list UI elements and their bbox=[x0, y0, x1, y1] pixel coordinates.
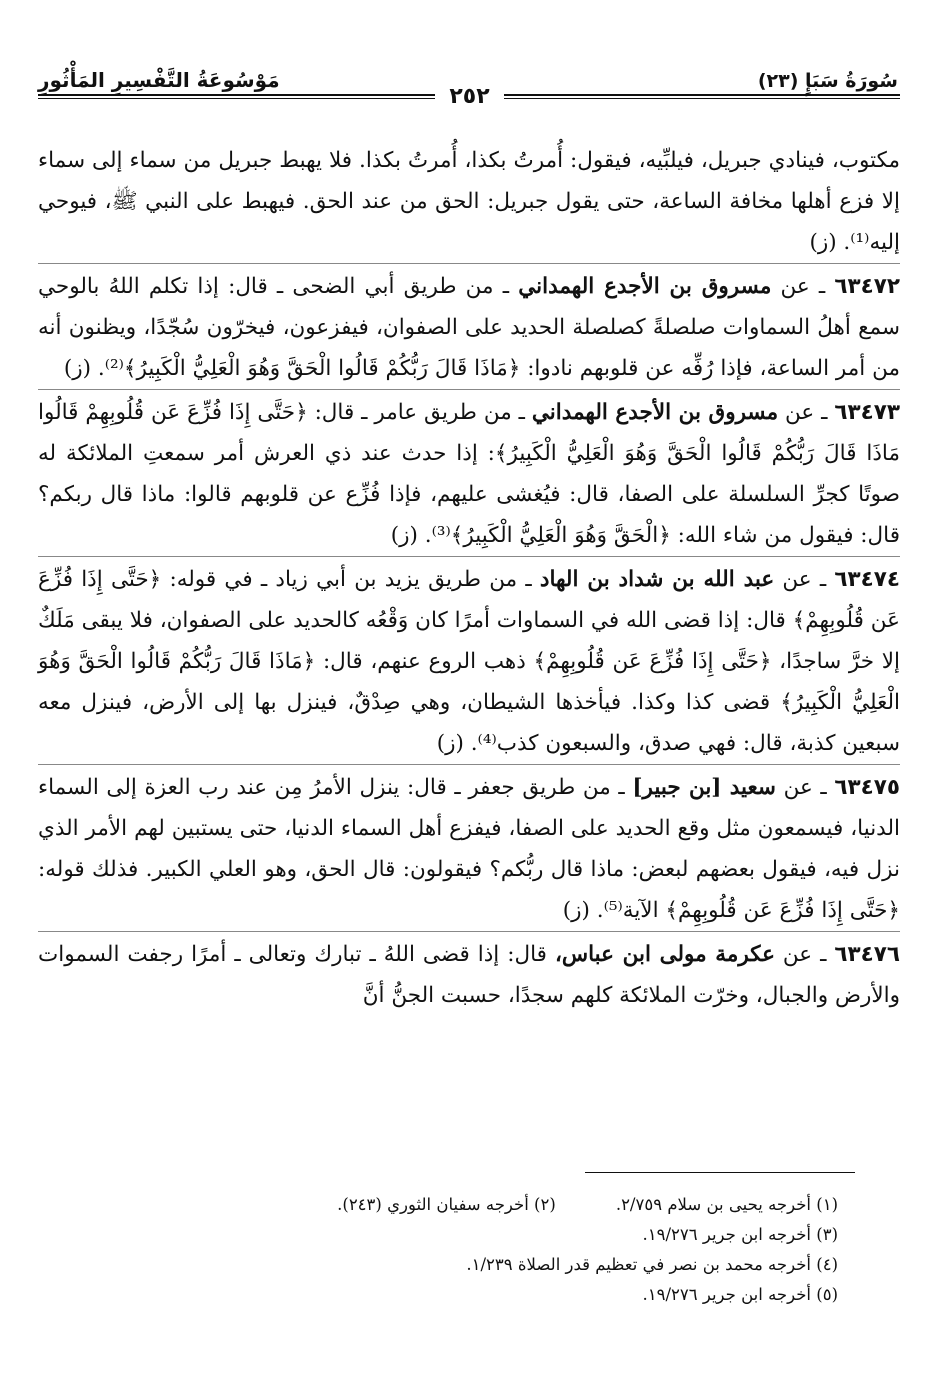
athar-entry bbox=[38, 931, 900, 1016]
entry-prefix: ـ عن bbox=[780, 274, 826, 299]
footnote: (١) أخرجه يحيى بن سلام ٢/٧٥٩. bbox=[615, 1195, 838, 1214]
entry-prefix: ـ عن bbox=[782, 942, 827, 967]
footnote-row bbox=[38, 1190, 838, 1220]
entry-number: ٦٣٤٧٢ bbox=[834, 274, 901, 299]
athar-entry bbox=[38, 556, 900, 764]
entry-text: ـ من طريق أبي الضحى ـ قال: إذا تكلم اللهُ بالوحي سمع أهلُ السماوات صلصلةً كصلصلة الحديد على الصفوان، فيفزعون، فيخرّون سُجّدًا، ويظنون أنه من أمر الساعة، فإذا رُفِّه عن قلوبهم نادوا: ﴿مَاذَا قَالَ رَبُّكُمْ قَالُوا الْحَقَّ وَهُوَ الْعَلِيُّ الْكَبِيرُ﴾⁽²⁾. (ز) bbox=[38, 274, 900, 381]
footnotes bbox=[38, 1190, 838, 1310]
narrator-name: مسروق بن الأجدع الهمداني bbox=[531, 400, 779, 425]
narrator-name: سعيد [بن جبير] bbox=[632, 775, 776, 800]
narrator-name: عكرمة مولى ابن عباس، bbox=[554, 942, 775, 967]
entry-text: ـ من طريق جعفر ـ قال: ينزل الأمرُ مِن عند رب العزة إلى السماء الدنيا، فيسمعون مثل وقع الحديد على الصفا، فيفزع أهل السماء الدنيا، حتى يستبين لهم الأمر الذي نزل فيه، فيقول بعضهم لبعض: ماذا قال ربُّكم؟ فيقولون: قال الحق، وهو العلي الكبير. فذلك قوله: ﴿حَتَّى إِذَا فُزِّعَ عَن قُلُوبِهِمْ﴾ الآية⁽⁵⁾. (ز) bbox=[38, 775, 900, 923]
narrator-name: عبد الله بن شداد بن الهاد bbox=[539, 567, 775, 592]
book-title: مَوْسُوعَةُ التَّفْسِيرِ المَأْثُورِ bbox=[38, 68, 280, 92]
footnote-rule bbox=[585, 1172, 855, 1173]
footnote: (٥) أخرجه ابن جرير ١٩/٢٧٦. bbox=[642, 1285, 838, 1304]
entry-text: قال: إذا قضى اللهُ ـ تبارك وتعالى ـ أمرًا رجفت السموات والأرض والجبال، وخرّت الملائكة كلهم سجدًا، حسبت الجنُّ أنَّ bbox=[38, 942, 900, 1008]
athar-entry bbox=[38, 263, 900, 389]
entry-number: ٦٣٤٧٦ bbox=[834, 942, 900, 967]
entry-number: ٦٣٤٧٣ bbox=[834, 400, 900, 425]
footnote: (٤) أخرجه محمد بن نصر في تعظيم قدر الصلاة ١/٢٣٩. bbox=[466, 1255, 838, 1274]
entry-prefix: ـ عن bbox=[783, 775, 827, 800]
footnote: (٢) أخرجه سفيان الثوري (٢٤٣). bbox=[337, 1195, 556, 1214]
narrator-name: مسروق بن الأجدع الهمداني bbox=[518, 274, 772, 299]
entry-prefix: ـ عن bbox=[785, 400, 828, 425]
entry-prefix: ـ عن bbox=[782, 567, 827, 592]
footnote: (٣) أخرجه ابن جرير ١٩/٢٧٦. bbox=[642, 1225, 838, 1244]
athar-entry bbox=[38, 764, 900, 931]
paragraph-continuation: مكتوب، فينادي جبريل، فيلبِّيه، فيقول: أُمرتُ بكذا، أُمرتُ بكذا. فلا يهبط جبريل من سماء إلى سماء إلا فزع أهلها مخافة الساعة، حتى يقول جبريل: الحق من عند الحق. فيهبط على النبي ﷺ، فيوحي إليه⁽¹⁾. (ز) bbox=[38, 148, 900, 255]
athar-entry bbox=[38, 389, 900, 556]
surah-title: سُورَةُ سَبَإٍ (٢٣) bbox=[757, 70, 898, 92]
body-text bbox=[38, 140, 900, 1016]
entry-text: ـ من طريق عامر ـ قال: ﴿حَتَّى إِذَا فُزِّعَ عَن قُلُوبِهِمْ قَالُوا مَاذَا قَالَ رَبُّكُمْ قَالُوا الْحَقَّ وَهُوَ الْعَلِيُّ الْكَبِيرُ﴾: إذا حدث عند ذي العرش أمر سمعتِ الملائكة له صوتًا كجرِّ السلسلة على الصفا، قال: فيُغشى عليهم، فإذا فُزِّع عن قلوبهم قالوا: ماذا قال ربكم؟ قال: فيقول من شاء الله: ﴿الْحَقَّ وَهُوَ الْعَلِيُّ الْكَبِيرُ﴾⁽³⁾. (ز) bbox=[38, 400, 900, 548]
page-number: ٢٥٢ bbox=[0, 84, 939, 109]
entry-number: ٦٣٤٧٤ bbox=[834, 567, 900, 592]
entry-number: ٦٣٤٧٥ bbox=[834, 775, 900, 800]
entry-text: ـ من طريق يزيد بن أبي زياد ـ في قوله: ﴿حَتَّى إِذَا فُزِّعَ عَن قُلُوبِهِمْ﴾ قال: إذا قضى الله في السماوات أمرًا كان وَقْعُه كالحديد على الصفوان، فلا يبقى مَلَكٌ إلا خرَّ ساجدًا، ﴿حَتَّى إِذَا فُزِّعَ عَن قُلُوبِهِمْ﴾ ذهب الروع عنهم، قال: ﴿مَاذَا قَالَ رَبُّكُمْ قَالُوا الْحَقَّ وَهُوَ الْعَلِيُّ الْكَبِيرُ﴾ قضى كذا وكذا. فيأخذها الشيطان، وهي صِدْقٌ، فينزل بها إلى الأرض، فينزل معه سبعين كذبة، قال: فهي صدق، والسبعون كذب⁽⁴⁾. (ز) bbox=[38, 567, 900, 756]
